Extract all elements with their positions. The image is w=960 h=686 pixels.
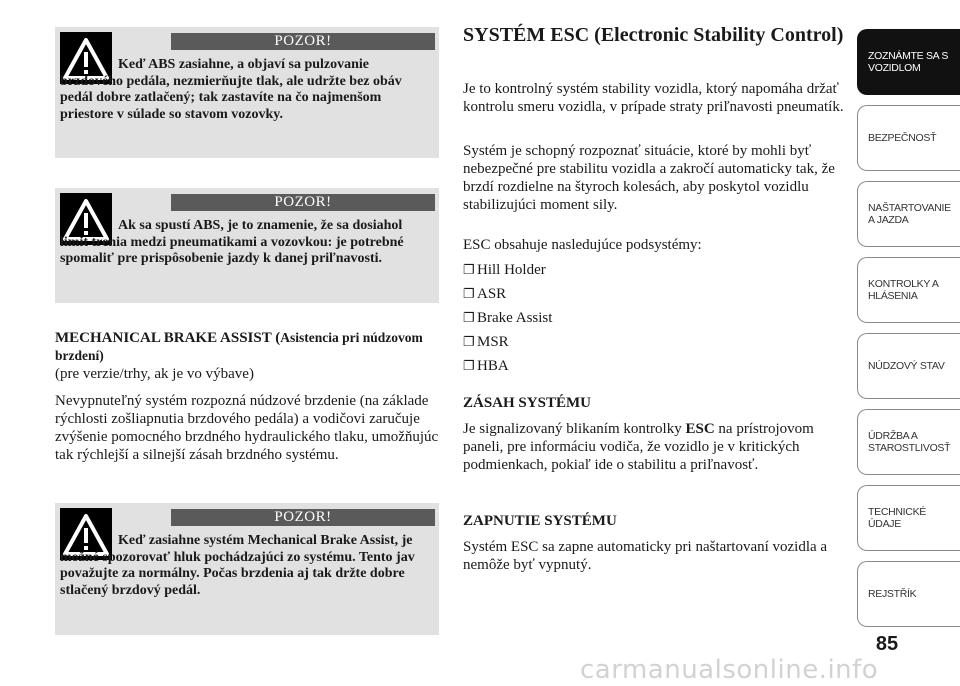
list-item: ❐ Hill Holder [463, 258, 552, 282]
list-item: ❐ Brake Assist [463, 306, 552, 330]
esc-paragraph-3: ESC obsahuje nasledujúce podsystémy: [463, 237, 702, 253]
tab-technicke-udaje[interactable]: TECHNICKÉ ÚDAJE [857, 485, 960, 551]
esc-paragraph-2: Systém je schopný rozpoznať situácie, ktoré by mohli byť nebezpečné pre stabilitu vozidla a zakročí automaticky tak, že brzdí rozdielne na štyroch kolesách, aby poskytol vozidlu stabilizujúci moment sily. [463, 143, 835, 213]
warning-text: Ak sa spustí ABS, je to znamenie, že sa dosiahol limit trenia medzi pneumatikami a vozovkou: je potrebné spomaliť pre prispôsobenie jazdy k danej priľnavosti. [60, 218, 404, 266]
tab-nudzovy-stav[interactable]: NÚDZOVÝ STAV [857, 333, 960, 399]
esc-subsystem-list [463, 258, 552, 378]
zasah-heading: ZÁSAH SYSTÉMU [463, 395, 591, 411]
tab-nastartovanie[interactable]: NAŠTARTOVANIE A JAZDA [857, 181, 960, 247]
zapnutie-heading: ZAPNUTIE SYSTÉMU [463, 513, 617, 529]
warning-label: POZOR! [171, 509, 435, 526]
tab-udrzba[interactable]: ÚDRŽBA A STAROSTLIVOSŤ [857, 409, 960, 475]
page-number: 85 [875, 633, 899, 655]
list-item: ❐ MSR [463, 330, 552, 354]
checkbox-bullet-icon: ❐ [463, 310, 475, 325]
mba-subheading: (pre verzie/trhy, ak je vo výbave) [55, 366, 254, 382]
warning-text: Keď zasiahne systém Mechanical Brake Assist, je možné spozorovať hluk pochádzajúci zo systému. Tento jav považujte za normálny. Počas brzdenia aj tak držte dobre stlačený brzdový pedál. [60, 533, 415, 598]
tab-kontrolky[interactable]: KONTROLKY A HLÁSENIA [857, 257, 960, 323]
warning-box-mba-noise [55, 503, 439, 635]
checkbox-bullet-icon: ❐ [463, 262, 475, 277]
checkbox-bullet-icon: ❐ [463, 286, 475, 301]
tab-zoznamte-sa[interactable]: ZOZNÁMTE SA S VOZIDLOM [857, 29, 960, 95]
zapnutie-paragraph: Systém ESC sa zapne automaticky pri naštartovaní vozidla a nemôže byť vypnutý. [463, 539, 828, 573]
list-item: ❐ ASR [463, 282, 552, 306]
list-item: ❐ HBA [463, 354, 552, 378]
esc-paragraph-1: Je to kontrolný systém stability vozidla, ktorý napomáha držať kontrolu smeru vozidla, v prípade straty priľnavosti pneumatík. [463, 81, 844, 115]
tab-rejstrik[interactable]: REJSTŘÍK [857, 561, 960, 627]
esc-title: SYSTÉM ESC (Electronic Stability Control) [463, 24, 844, 46]
warning-text: Keď ABS zasiahne, a objaví sa pulzovanie brzdového pedála, nezmierňujte tlak, ale udržte bez obáv pedál dobre zatlačený; tak zastavíte na čo najmenšom priestore v súlade so stavom vozovky. [60, 57, 402, 122]
checkbox-bullet-icon: ❐ [463, 334, 475, 349]
warning-label: POZOR! [171, 33, 435, 50]
mba-paragraph: Nevypnuteľný systém rozpozná núdzové brzdenie (na základe rýchlosti zošliapnutia brzdového pedála) a vodičovi zaručuje zvýšenie pomocného brzdného hydraulického tlaku, umožňujúc tak rýchlejší a silnejší zásah brzdného systému. [55, 393, 439, 463]
watermark: carmanualsonline.info [580, 655, 879, 685]
tab-bezpecnost[interactable]: BEZPEČNOSŤ [857, 105, 960, 171]
checkbox-bullet-icon: ❐ [463, 358, 475, 373]
warning-box-abs-limit [55, 188, 439, 303]
warning-box-abs-pulsing [55, 27, 439, 158]
mba-heading: MECHANICAL BRAKE ASSIST (Asistencia pri núdzovom brzdení) [55, 330, 423, 363]
warning-label: POZOR! [171, 194, 435, 211]
zasah-paragraph: Je signalizovaný blikaním kontrolky ESC na prístrojovom paneli, pre informáciu vodiča, že vozidlo je v kritických podmienkach, pokiaľ ide o stabilitu a priľnavosť. [463, 421, 814, 473]
